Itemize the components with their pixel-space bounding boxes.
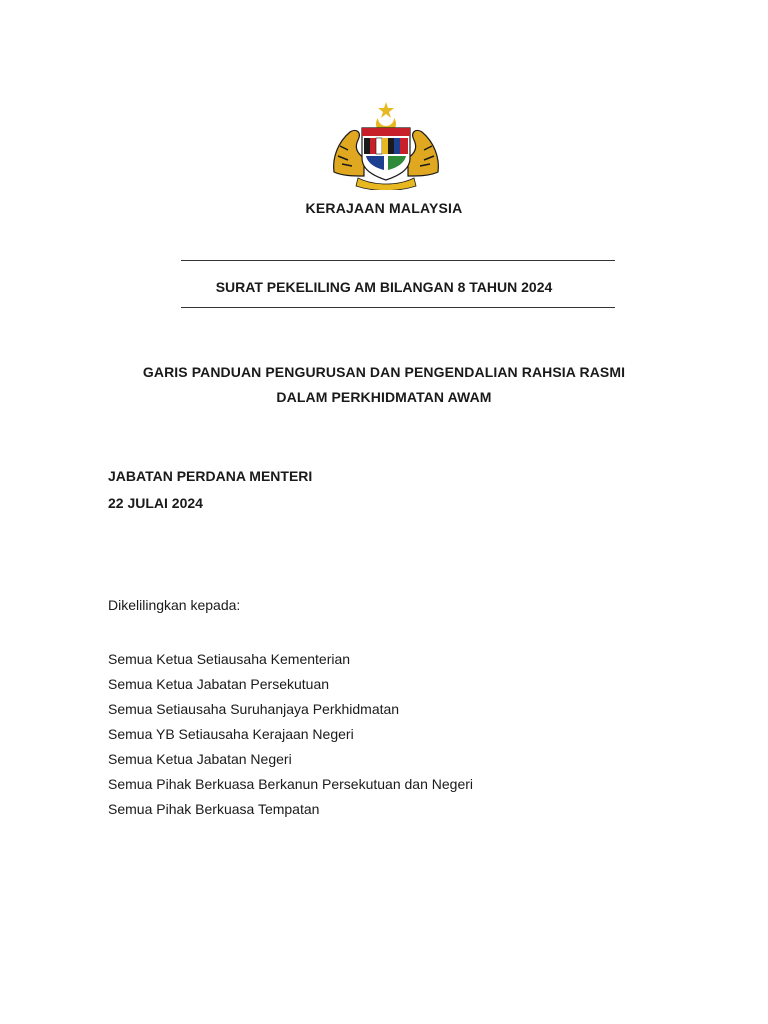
list-item: Semua Ketua Jabatan Persekutuan [108,676,330,692]
list-item: Semua Ketua Setiausaha Kementerian [108,651,351,667]
list-item: Semua Ketua Jabatan Negeri [108,751,292,767]
list-item: Semua YB Setiausaha Kerajaan Negeri [108,726,354,742]
circular-reference: SURAT PEKELILING AM BILANGAN 8 TAHUN 2024 [215,279,553,295]
title-line-2: DALAM PERKHIDMATAN AWAM [276,389,492,405]
list-item: Semua Pihak Berkuasa Berkanun Persekutuan dan Negeri [108,776,473,792]
list-item: Semua Pihak Berkuasa Tempatan [108,801,320,817]
document-title [0,360,768,410]
list-item: Semua Setiausaha Suruhanjaya Perkhidmatan [108,701,400,717]
issuer-block [108,463,312,517]
issue-date: 22 JULAI 2024 [108,495,203,511]
divider-top [181,260,615,261]
issuing-department: JABATAN PERDANA MENTERI [108,468,313,484]
malaysia-coat-of-arms-icon [328,102,444,190]
government-name: KERAJAAN MALAYSIA [305,200,463,216]
distribution-label: Dikelilingkan kepada: [108,597,241,613]
title-line-1: GARIS PANDUAN PENGURUSAN DAN PENGENDALIAN RAHSIA RASMI [142,364,626,380]
recipient-list [108,647,473,822]
divider-bottom [181,307,615,308]
